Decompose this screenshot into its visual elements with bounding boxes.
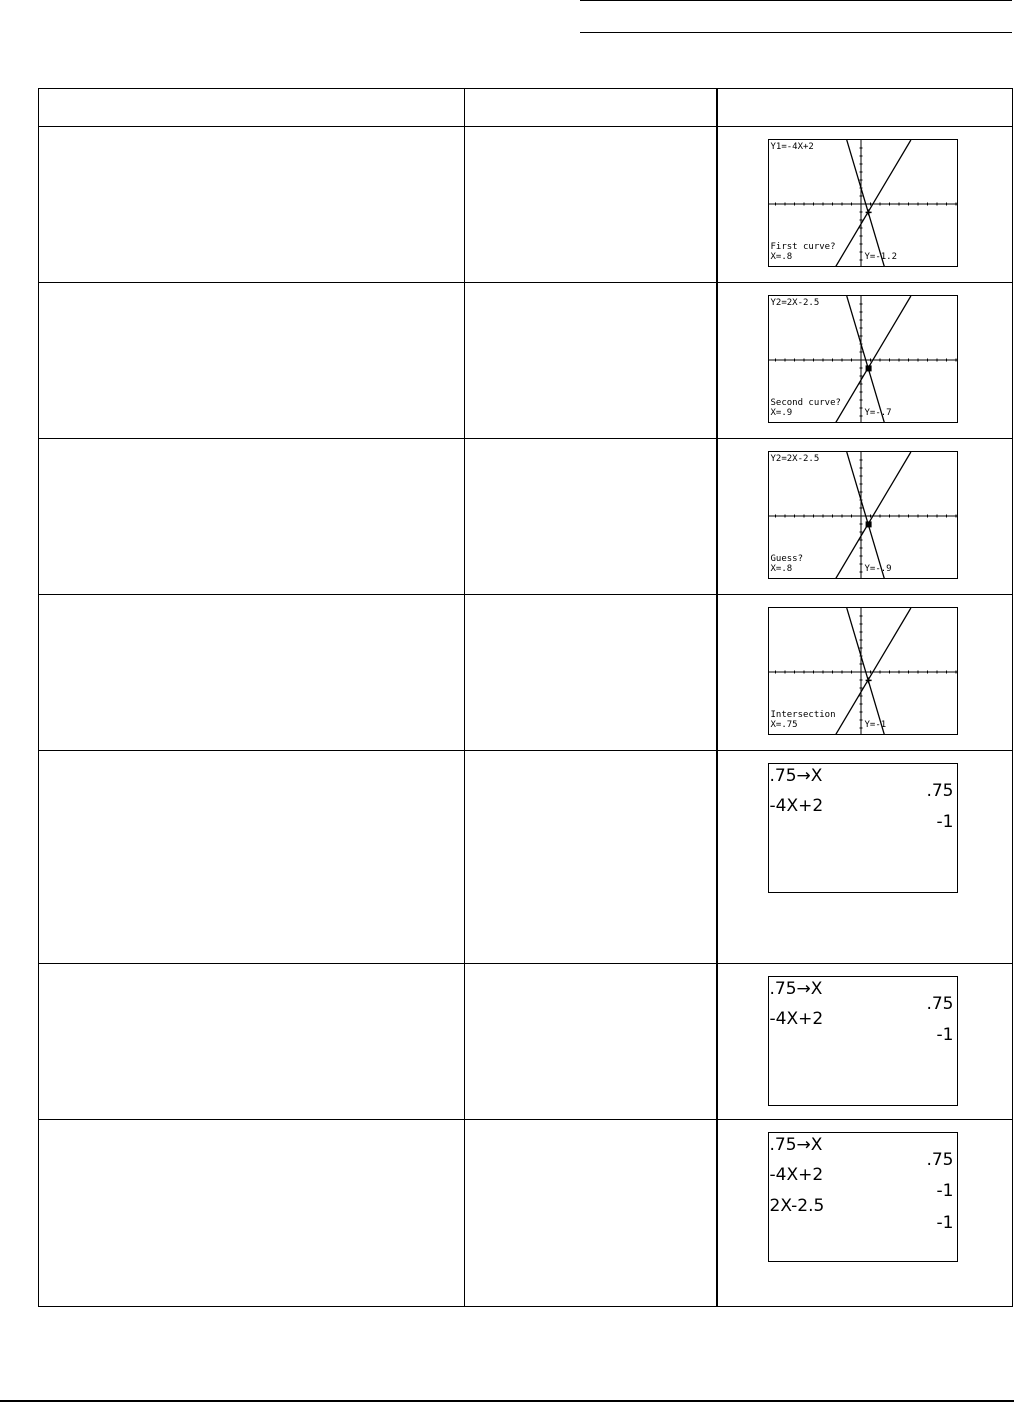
x-readout: X=.75 <box>770 720 798 730</box>
screen-cell <box>717 439 1013 595</box>
keystroke-cell <box>465 595 717 751</box>
name-line-top <box>580 0 1012 1</box>
table-row <box>39 964 1013 1120</box>
home-result: .75 <box>926 781 954 801</box>
home-result: -1 <box>936 1213 954 1233</box>
home-result: .75 <box>926 1150 954 1170</box>
table-header-row <box>39 89 1013 127</box>
y-readout: Y=-1 <box>864 720 887 730</box>
home-result: .75 <box>926 994 954 1014</box>
home-result: -1 <box>936 812 954 832</box>
steps-table <box>38 88 1013 1307</box>
calculator-graph-screen <box>768 607 958 735</box>
table-row <box>39 1120 1013 1307</box>
instruction-cell <box>39 283 465 439</box>
calculator-home-screen <box>768 1132 958 1262</box>
calculator-graph-screen <box>768 295 958 423</box>
home-entry: .75→X <box>769 1135 823 1155</box>
home-result: -1 <box>936 1025 954 1045</box>
home-entry: .75→X <box>769 979 823 999</box>
x-readout: X=.8 <box>770 252 793 262</box>
keystroke-cell <box>465 964 717 1120</box>
screen-cell <box>717 595 1013 751</box>
instruction-cell <box>39 964 465 1120</box>
calculator-graph-screen <box>768 139 958 267</box>
table-row <box>39 751 1013 964</box>
screen-cell <box>717 127 1013 283</box>
screen-cell <box>717 964 1013 1120</box>
prompt-label: First curve? <box>770 242 836 252</box>
prompt-label: Intersection <box>770 710 836 720</box>
equation-label: Y1=-4X+2 <box>770 142 814 152</box>
calculator-graph-screen <box>768 451 958 579</box>
footer-rule <box>0 1400 1014 1402</box>
table-row <box>39 283 1013 439</box>
trace-cursor <box>865 365 871 371</box>
x-readout: X=.8 <box>770 564 793 574</box>
calculator-home-screen <box>768 976 958 1106</box>
header-cell-3 <box>717 89 1013 127</box>
screen-cell <box>717 1120 1013 1307</box>
name-line-bottom <box>580 32 1012 33</box>
keystroke-cell <box>465 751 717 964</box>
instruction-cell <box>39 1120 465 1307</box>
home-entry: -4X+2 <box>769 1009 824 1029</box>
x-readout: X=.9 <box>770 408 793 418</box>
instruction-cell <box>39 127 465 283</box>
header-cell-1 <box>39 89 465 127</box>
prompt-label: Second curve? <box>770 398 841 408</box>
instruction-cell <box>39 595 465 751</box>
home-entry: .75→X <box>769 766 823 786</box>
calculator-home-screen <box>768 763 958 893</box>
prompt-label: Guess? <box>770 554 804 564</box>
trace-cursor <box>865 521 871 527</box>
home-entry: -4X+2 <box>769 796 824 816</box>
home-entry: -4X+2 <box>769 1165 824 1185</box>
home-entry: 2X-2.5 <box>769 1196 825 1216</box>
keystroke-cell <box>465 439 717 595</box>
table-row <box>39 127 1013 283</box>
y-readout: Y=-.9 <box>864 564 892 574</box>
instruction-cell <box>39 439 465 595</box>
y-readout: Y=-1.2 <box>864 252 898 262</box>
table-row <box>39 439 1013 595</box>
screen-cell <box>717 283 1013 439</box>
instruction-cell <box>39 751 465 964</box>
y-readout: Y=-.7 <box>864 408 892 418</box>
home-result: -1 <box>936 1181 954 1201</box>
keystroke-cell <box>465 1120 717 1307</box>
keystroke-cell <box>465 283 717 439</box>
screen-cell <box>717 751 1013 964</box>
equation-label: Y2=2X-2.5 <box>770 298 820 308</box>
header-cell-2 <box>465 89 717 127</box>
keystroke-cell <box>465 127 717 283</box>
table-row <box>39 595 1013 751</box>
equation-label: Y2=2X-2.5 <box>770 454 820 464</box>
